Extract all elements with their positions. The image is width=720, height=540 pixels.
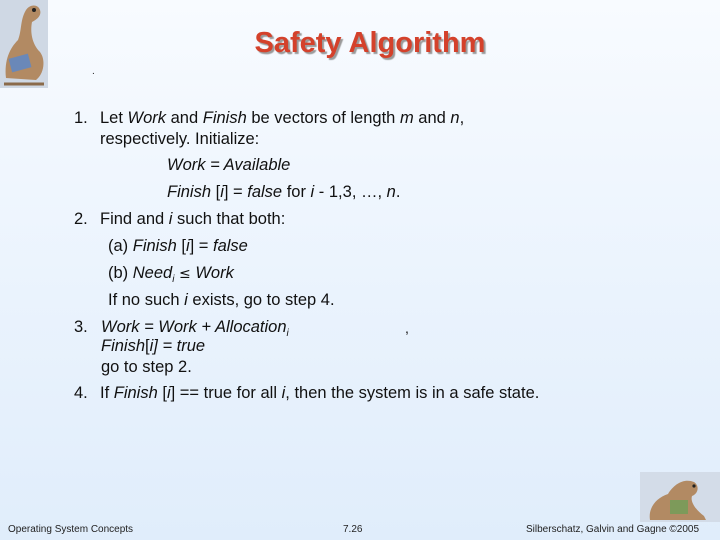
step-2-condition-a: (a) Finish [i] = false [108,237,248,255]
footer-copyright: Silberschatz, Galvin and Gagne ©2005 [526,524,700,535]
stray-mark: , [405,320,409,336]
page-title: Safety Algorithm [254,27,486,59]
step-3-line-3: go to step 2. [101,358,192,376]
step-number: 3. [74,318,88,336]
step-2-condition-b: (b) Need$_i$ ≤ Work [108,264,234,285]
step-2-line-1: Find and i such that both: [100,210,286,228]
footer-page-number: 7.26 [343,524,363,535]
step-number: 4. [74,384,88,402]
step-2-line-4: If no such i exists, go to step 4. [108,291,335,309]
step-1-line-1: Let Work and Finish be vectors of length m and n, [100,109,465,127]
step-3-line-1: Work = Work + Allocation$_i$ [101,318,289,339]
step-number: 1. [74,109,88,127]
step-1-line-3: Work = Available [167,156,291,174]
step-1-line-4: Finish [i] = false for i - 1,3, …, n. [167,183,401,201]
dinosaur-mascot-icon [640,472,720,522]
step-3-line-2: Finish[i] = true [101,337,206,355]
stray-mark: . [92,66,95,77]
step-4-line-1: If Finish [i] == true for all i, then the system is in a safe state. [100,384,540,402]
step-1-line-2: respectively. Initialize: [100,130,260,148]
step-number: 2. [74,210,88,228]
footer-book-title: Operating System Concepts [8,524,134,535]
